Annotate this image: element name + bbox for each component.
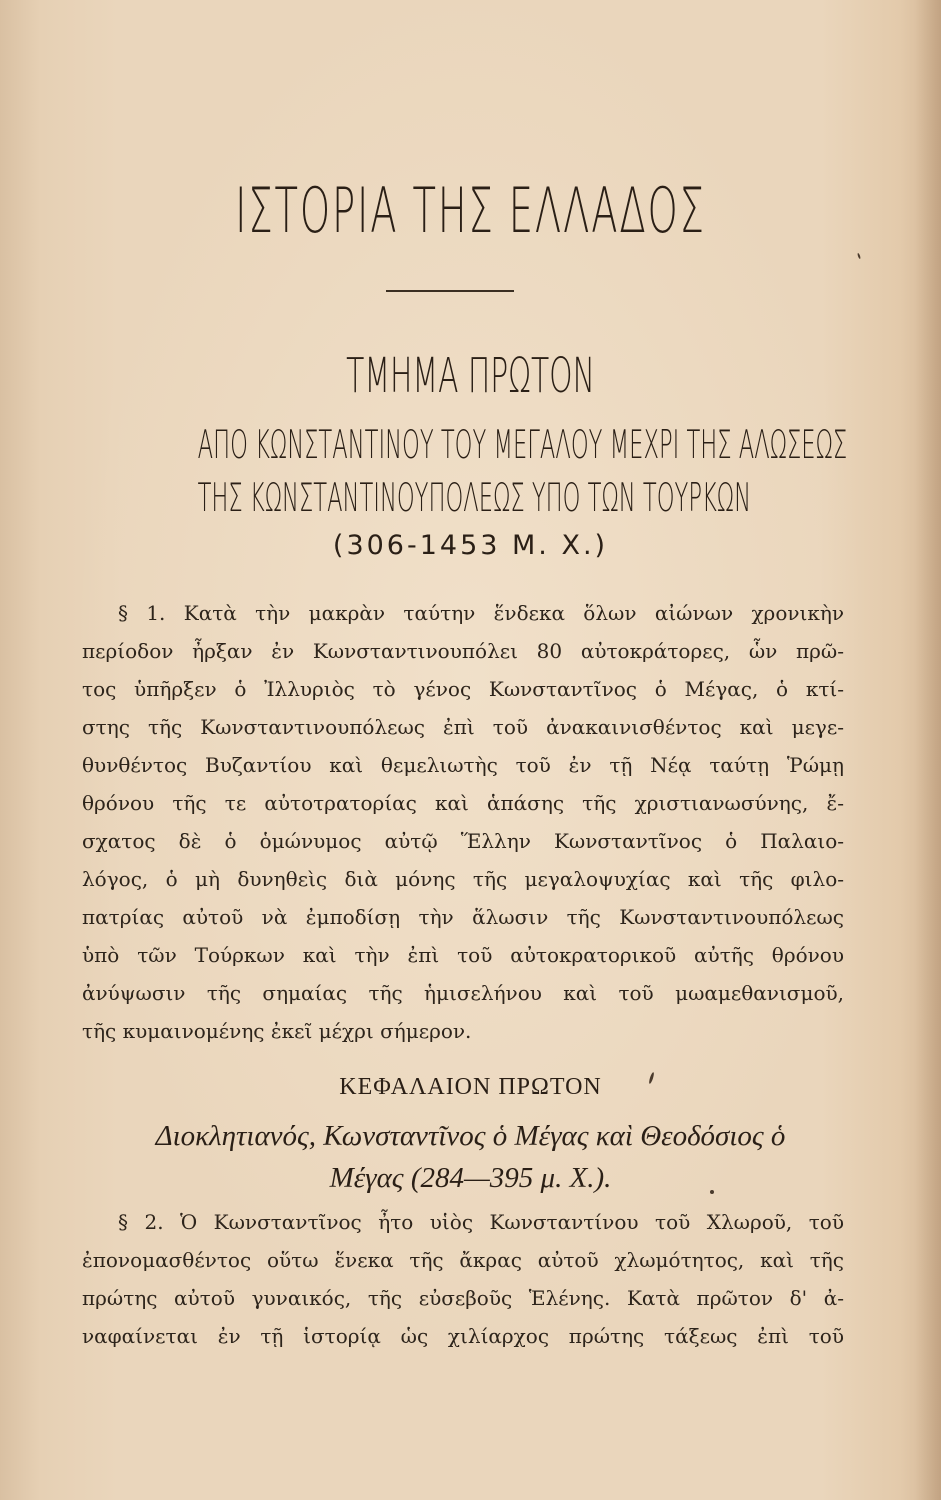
text-line: ναφαίνεται ἐν τῇ ἱστορίᾳ ὡς χιλίαρχος πρώτης τάξεως ἐπὶ τοῦ [82, 1324, 844, 1348]
text-line: ἐπονομασθέντος οὕτω ἕνεκα τῆς ἄκρας αὐτοῦ χλωμότητος, καὶ τῆς [82, 1248, 844, 1272]
text-line: θρόνου τῆς τε αὐτοτρατορίας καὶ ἁπάσης τῆς χριστιανωσύνης, ἔ- [82, 791, 844, 815]
text-line: πατρίας αὐτοῦ νὰ ἐμποδίσῃ τὴν ἅλωσιν τῆς Κωνσταντινουπόλεως [82, 905, 844, 929]
text-line: § 2. Ὁ Κωνσταντῖνος ἦτο υἱὸς Κωνσταντίνου τοῦ Χλωροῦ, τοῦ [118, 1210, 844, 1234]
title-divider [386, 290, 514, 292]
page-edge-shadow [915, 0, 941, 1500]
date-range: (306-1453 Μ. Χ.) [332, 530, 609, 561]
text-line: ὑπὸ τῶν Τούρκων καὶ τὴν ἐπὶ τοῦ αὐτοκρατορικοῦ αὐτῆς θρόνου [82, 943, 844, 967]
text-line: λόγος, ὁ μὴ δυνηθεὶς διὰ μόνης τῆς μεγαλοψυχίας καὶ τῆς φιλο- [82, 867, 844, 891]
part-subtitle-line-1: ΑΠΟ ΚΩΝΣΤΑΝΤΙΝΟΥ ΤΟΥ ΜΕΓΑΛΟΥ ΜΕΧΡΙ ΤΗΣ ΑΛΩΣΕΩΣ [197, 423, 848, 468]
chapter-subtitle-line-2: Μέγας (284—395 μ. Χ.). [329, 1162, 612, 1194]
chapter-subtitle-line-1: Διοκλητιανός, Κωνσταντῖνος ὁ Μέγας καὶ Θεοδόσιος ὁ [155, 1120, 786, 1152]
chapter-title: ΚΕΦΑΛΑΙΟΝ ΠΡΩΤΟΝ [339, 1074, 602, 1100]
text-line: τῆς κυμαινομένης ἐκεῖ μέχρι σήμερον. [82, 1019, 472, 1043]
text-line: τος ὑπῆρξεν ὁ Ἰλλυριὸς τὸ γένος Κωνσταντῖνος ὁ Μέγας, ὁ κτί- [82, 677, 844, 701]
ink-speck [857, 253, 861, 259]
text-line: περίοδον ἦρξαν ἐν Κωνσταντινουπόλει 80 αὐτοκράτορες, ὧν πρῶ- [82, 639, 844, 663]
text-line: σχατος δὲ ὁ ὁμώνυμος αὐτῷ Ἕλλην Κωνσταντῖνος ὁ Παλαιο- [82, 829, 844, 853]
text-line: ἀνύψωσιν τῆς σημαίας τῆς ἡμισελήνου καὶ τοῦ μωαμεθανισμοῦ, [82, 981, 844, 1005]
paragraph-2 [82, 1203, 844, 1355]
text-line: θυνθέντος Βυζαντίου καὶ θεμελιωτὴς τοῦ ἐν τῇ Νέᾳ ταύτῃ Ῥώμῃ [82, 753, 844, 777]
part-title: ΤΜΗΜΑ ΠΡΩΤΟΝ [346, 348, 595, 404]
paragraph-1 [82, 594, 844, 1050]
text-line: στης τῆς Κωνσταντινουπόλεως ἐπὶ τοῦ ἀνακαινισθέντος καὶ μεγε- [82, 715, 844, 739]
text-line: § 1. Κατὰ τὴν μακρὰν ταύτην ἕνδεκα ὅλων αἰώνων χρονικὴν [118, 601, 844, 625]
ink-speck [710, 1190, 714, 1194]
main-title: ΙΣΤΟΡΙΑ ΤΗΣ ΕΛΛΑΔΟΣ [235, 174, 706, 247]
part-subtitle-line-2: ΤΗΣ ΚΩΝΣΤΑΝΤΙΝΟΥΠΟΛΕΩΣ ΥΠΟ ΤΩΝ ΤΟΥΡΚΩΝ [197, 476, 752, 521]
text-line: πρώτης αὐτοῦ γυναικός, τῆς εὐσεβοῦς Ἑλένης. Κατὰ πρῶτον δ' ἀ- [82, 1286, 844, 1310]
